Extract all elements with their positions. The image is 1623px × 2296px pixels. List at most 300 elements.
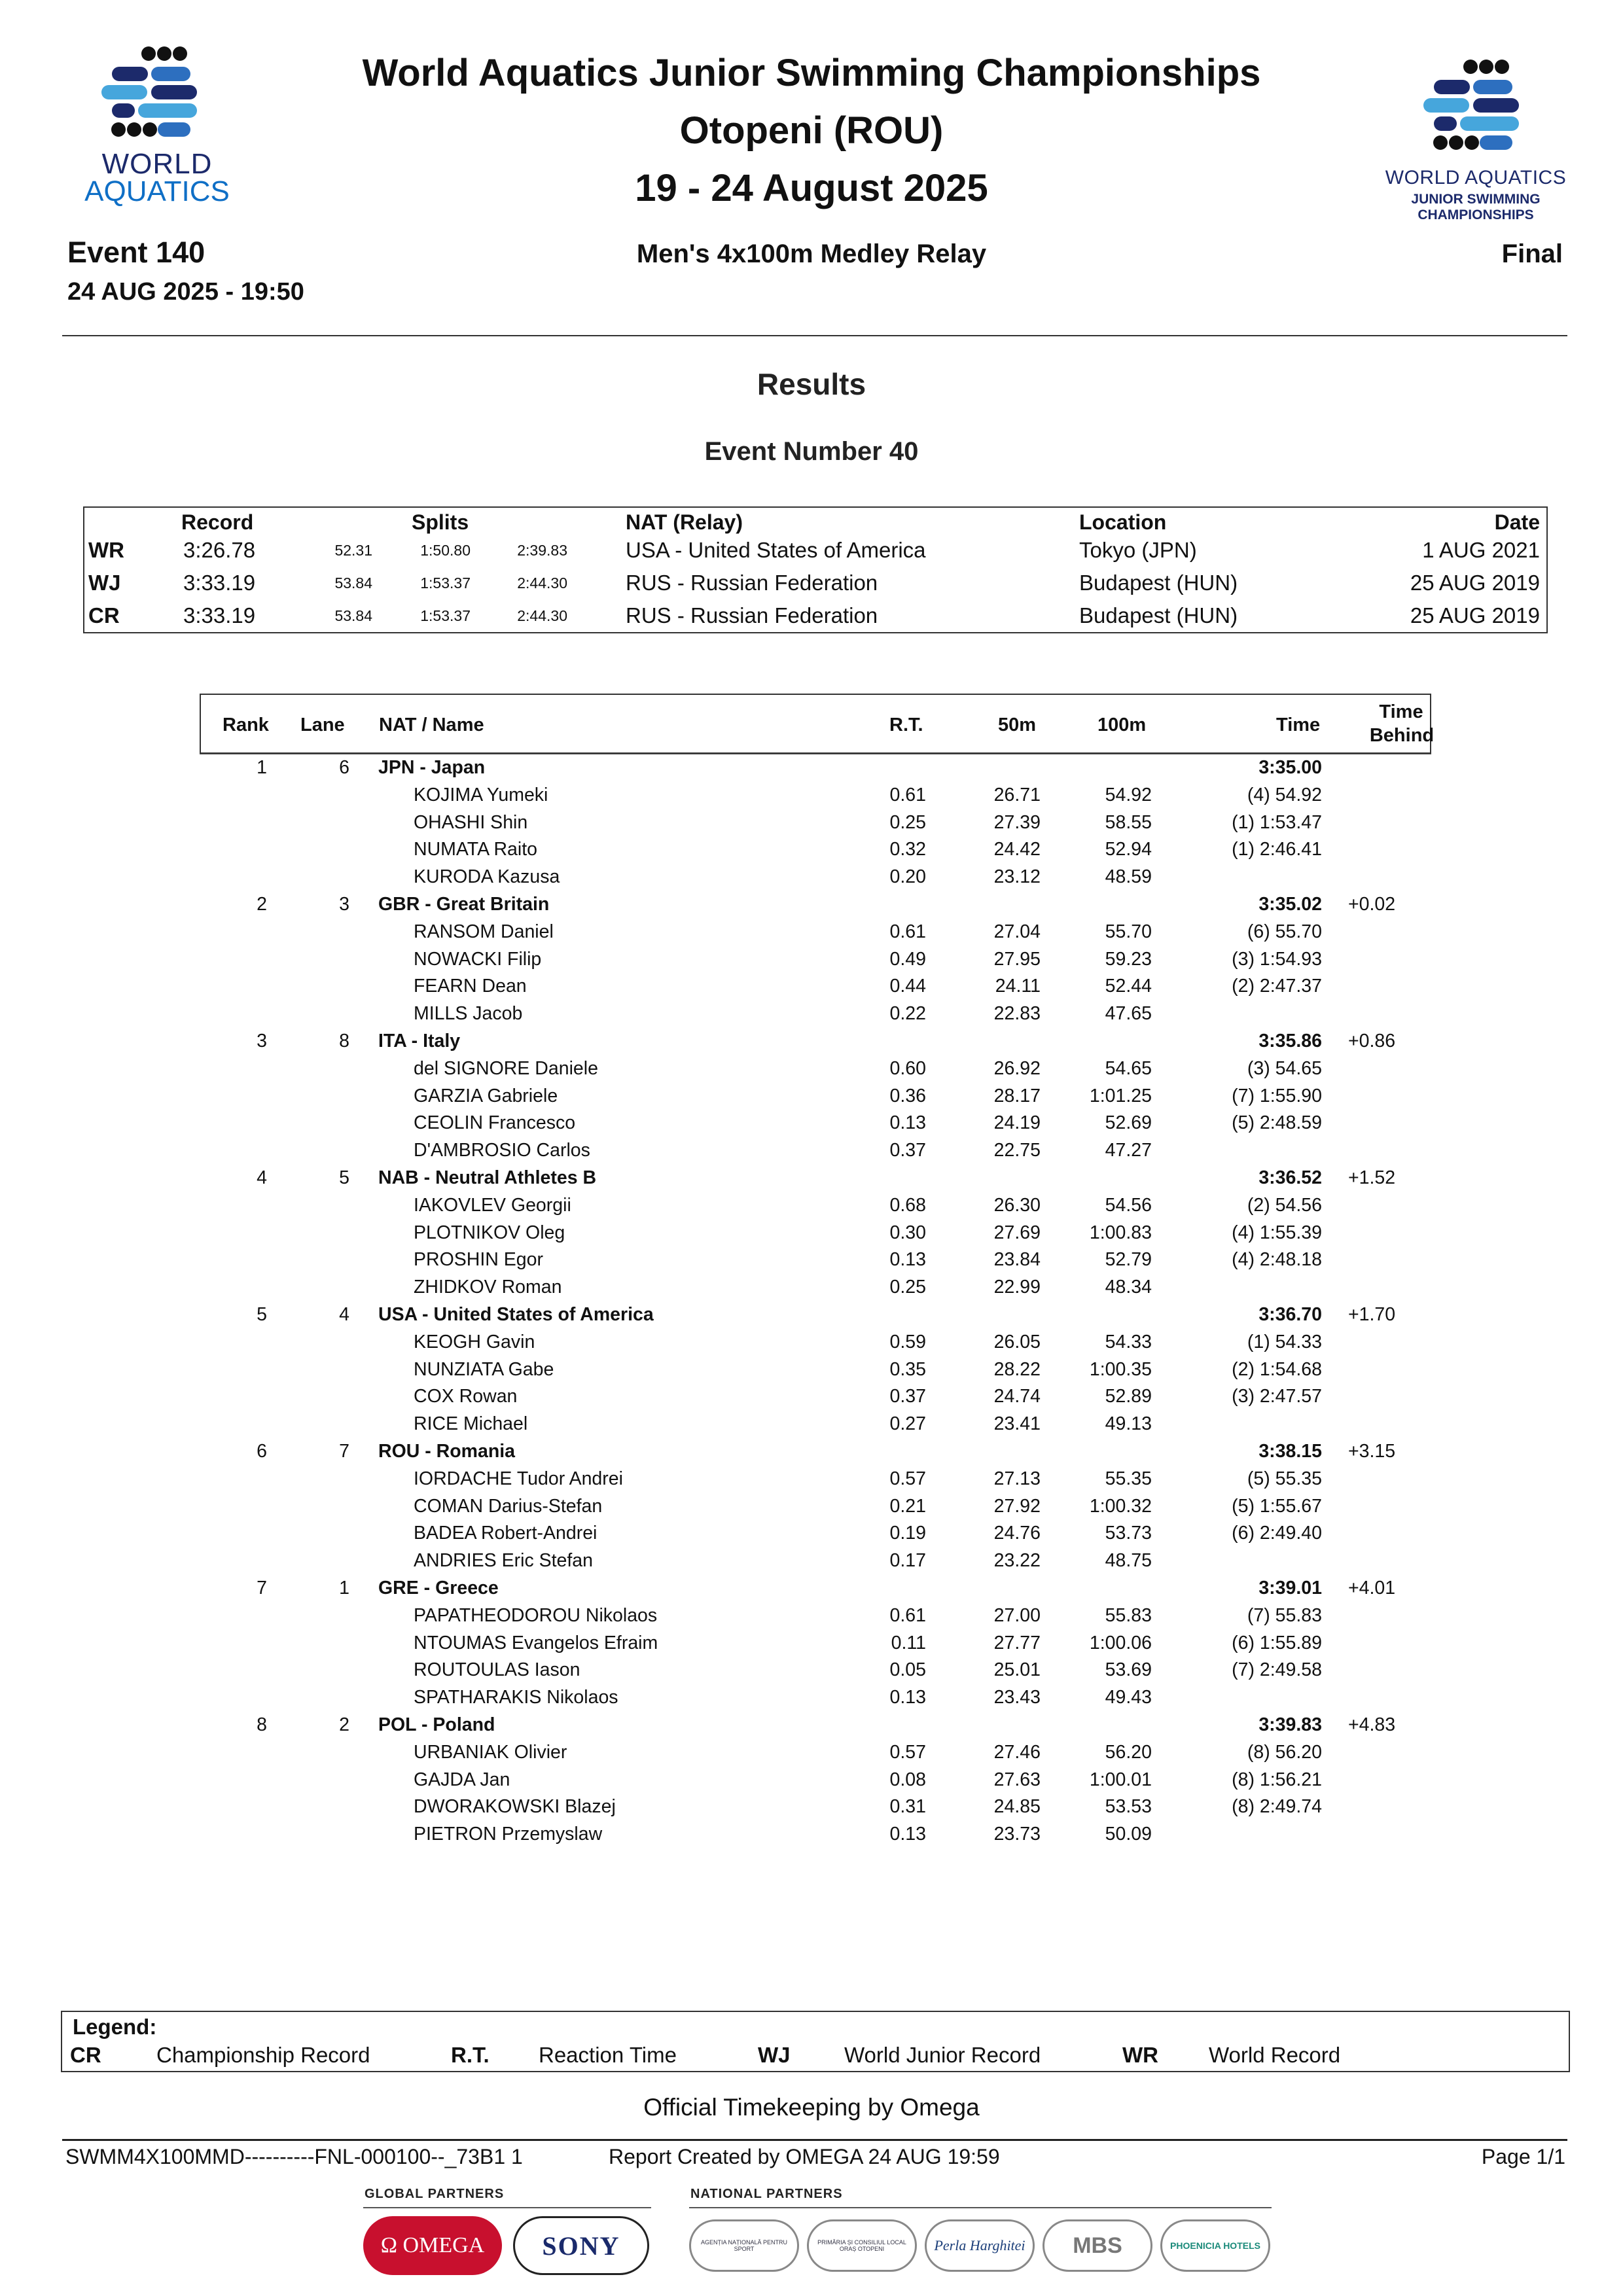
swimmer-50m-split: 24.11 — [995, 976, 1041, 997]
swimmer-name: D'AMBROSIO Carlos — [414, 1140, 590, 1161]
swimmer-reaction-time: 0.37 — [889, 1140, 926, 1161]
swimmer-reaction-time: 0.05 — [889, 1659, 926, 1681]
team-row — [0, 894, 1623, 921]
swimmer-reaction-time: 0.27 — [889, 1413, 926, 1435]
team-lane: 3 — [339, 894, 349, 915]
record-row-wr — [84, 538, 1546, 571]
swimmer-50m-split: 24.85 — [993, 1796, 1041, 1818]
record-nat: USA - United States of America — [626, 538, 926, 562]
swimmer-reaction-time: 0.31 — [889, 1796, 926, 1818]
record-split: 53.84 — [334, 574, 372, 592]
swimmer-100m-split: 1:01.25 — [1089, 1085, 1152, 1106]
swimmer-cumulative-time: (4) 1:55.39 — [1232, 1222, 1322, 1243]
results-title: Results — [757, 367, 866, 401]
swimmer-name: RICE Michael — [414, 1413, 528, 1435]
swimmer-name: BADEA Robert-Andrei — [414, 1523, 597, 1544]
swimmer-cumulative-time: (7) 2:49.58 — [1232, 1659, 1322, 1681]
swimmer-reaction-time: 0.25 — [889, 811, 926, 833]
swimmer-50m-split: 27.46 — [993, 1741, 1041, 1763]
legend-label: Championship Record — [156, 2043, 370, 2067]
team-time: 3:39.01 — [1258, 1578, 1322, 1598]
swimmer-100m-split: 55.70 — [1105, 921, 1152, 942]
record-code: WJ — [88, 571, 121, 595]
swimmer-reaction-time: 0.08 — [889, 1769, 926, 1790]
team-lane: 5 — [339, 1167, 349, 1188]
swimmer-50m-split: 23.43 — [993, 1687, 1041, 1708]
team-lane: 6 — [339, 757, 349, 778]
team-rank: 8 — [257, 1714, 267, 1735]
team-time-behind: +1.52 — [1348, 1167, 1396, 1188]
record-split: 1:50.80 — [420, 542, 471, 559]
swimmer-50m-split: 26.05 — [993, 1331, 1041, 1352]
document-code: SWMM4X100MMD----------FNL-000100--_73B1 1 — [65, 2145, 523, 2168]
team-rank: 3 — [257, 1031, 267, 1051]
swimmer-row — [0, 1058, 1623, 1086]
team-name: JPN - Japan — [378, 757, 486, 778]
record-date: 25 AUG 2019 — [1410, 603, 1540, 627]
swimmer-cumulative-time: (3) 1:54.93 — [1232, 948, 1322, 970]
team-name: ITA - Italy — [378, 1031, 461, 1051]
logo-wordmark: WORLD AQUATICS — [1385, 167, 1567, 188]
swimmer-50m-split: 23.41 — [993, 1413, 1041, 1435]
swimmer-reaction-time: 0.61 — [889, 1604, 926, 1626]
team-time-behind: +3.15 — [1348, 1441, 1396, 1462]
records-header-splits: Splits — [412, 510, 469, 534]
header-divider — [62, 335, 1567, 336]
team-row — [0, 1031, 1623, 1058]
records-header-date: Date — [1494, 510, 1540, 534]
swimmer-row — [0, 1140, 1623, 1167]
swimmer-50m-split: 27.92 — [993, 1495, 1041, 1517]
swimmer-cumulative-time: (6) 55.70 — [1247, 921, 1322, 942]
swimmer-100m-split: 55.35 — [1105, 1468, 1152, 1489]
swimmer-row — [0, 1523, 1623, 1550]
team-lane: 4 — [339, 1304, 349, 1325]
junior-championships-logo — [1361, 59, 1590, 229]
team-time-behind: +1.70 — [1348, 1304, 1396, 1325]
team-time: 3:36.70 — [1258, 1304, 1322, 1325]
swimmer-name: NUMATA Raito — [414, 839, 537, 860]
col-name: NAT / Name — [379, 715, 484, 735]
swimmer-reaction-time: 0.20 — [889, 866, 926, 888]
team-row — [0, 1714, 1623, 1742]
swimmer-row — [0, 949, 1623, 976]
swimmer-reaction-time: 0.17 — [889, 1550, 926, 1572]
swimmer-50m-split: 24.19 — [993, 1112, 1041, 1134]
team-rank: 5 — [257, 1304, 267, 1325]
swimmer-100m-split: 56.20 — [1105, 1741, 1152, 1763]
swimmer-name: IORDACHE Tudor Andrei — [414, 1468, 623, 1489]
col-rank: Rank — [223, 715, 269, 735]
swimmer-cumulative-time: (7) 55.83 — [1247, 1604, 1322, 1626]
swimmer-reaction-time: 0.13 — [889, 1824, 926, 1845]
team-lane: 7 — [339, 1441, 349, 1462]
swimmer-row — [0, 976, 1623, 1003]
swimmer-100m-split: 48.75 — [1105, 1550, 1152, 1572]
national-sport-agency-logo — [689, 2219, 799, 2272]
swimmer-name: NOWACKI Filip — [414, 948, 542, 970]
swimmer-row — [0, 1277, 1623, 1304]
swimmer-100m-split: 54.56 — [1105, 1194, 1152, 1216]
col-100m: 100m — [1097, 715, 1147, 735]
swimmer-cumulative-time: (8) 2:49.74 — [1232, 1796, 1322, 1818]
record-nat: RUS - Russian Federation — [626, 603, 878, 627]
swimmer-reaction-time: 0.22 — [889, 1003, 926, 1025]
swimmer-name: GARZIA Gabriele — [414, 1085, 558, 1106]
team-row — [0, 1578, 1623, 1605]
swimmer-100m-split: 52.79 — [1105, 1249, 1152, 1271]
swimmer-cumulative-time: (5) 2:48.59 — [1232, 1112, 1322, 1134]
swimmer-100m-split: 49.13 — [1105, 1413, 1152, 1435]
swimmer-name: KURODA Kazusa — [414, 866, 560, 888]
swimmer-100m-split: 1:00.01 — [1089, 1769, 1152, 1790]
otopeni-council-logo — [807, 2219, 917, 2272]
swimmer-name: COX Rowan — [414, 1386, 518, 1407]
swimmer-cumulative-time: (8) 56.20 — [1247, 1741, 1322, 1763]
omega-logo — [363, 2216, 502, 2275]
swimmer-50m-split: 28.17 — [993, 1085, 1041, 1106]
swimmer-reaction-time: 0.21 — [889, 1495, 926, 1517]
swimmer-50m-split: 26.30 — [993, 1194, 1041, 1216]
swimmer-row — [0, 1659, 1623, 1687]
record-split: 2:39.83 — [517, 542, 567, 559]
swimmer-100m-split: 59.23 — [1105, 948, 1152, 970]
report-created: Report Created by OMEGA 24 AUG 19:59 — [609, 2145, 1000, 2168]
record-nat: RUS - Russian Federation — [626, 571, 878, 595]
swimmer-row — [0, 1413, 1623, 1441]
swimmer-reaction-time: 0.49 — [889, 948, 926, 970]
swimmer-row — [0, 1824, 1623, 1851]
global-partners-label: GLOBAL PARTNERS — [365, 2187, 505, 2201]
team-lane: 1 — [339, 1578, 349, 1598]
swimmer-row — [0, 1359, 1623, 1386]
swimmer-reaction-time: 0.19 — [889, 1523, 926, 1544]
team-rank: 7 — [257, 1578, 267, 1598]
swimmer-name: DWORAKOWSKI Blazej — [414, 1796, 616, 1818]
swimmer-50m-split: 24.76 — [993, 1523, 1041, 1544]
swimmer-cumulative-time: (2) 2:47.37 — [1232, 976, 1322, 997]
swimmer-row — [0, 1222, 1623, 1250]
swimmer-name: ANDRIES Eric Stefan — [414, 1550, 594, 1572]
record-date: 1 AUG 2021 — [1422, 538, 1540, 562]
swimmer-row — [0, 1386, 1623, 1413]
event-datetime: 24 AUG 2025 - 19:50 — [67, 278, 304, 306]
swimmer-reaction-time: 0.13 — [889, 1687, 926, 1708]
team-row — [0, 1441, 1623, 1468]
swimmer-50m-split: 27.69 — [993, 1222, 1041, 1243]
col-time-behind-2: Behind — [1369, 725, 1435, 746]
swimmer-cumulative-time: (4) 2:48.18 — [1232, 1249, 1322, 1271]
record-split: 1:53.37 — [420, 607, 471, 624]
swimmer-100m-split: 47.65 — [1105, 1003, 1152, 1025]
swimmer-name: NTOUMAS Evangelos Efraim — [414, 1632, 658, 1653]
swimmer-row — [0, 1003, 1623, 1031]
swimmer-row — [0, 839, 1623, 866]
records-header-record: Record — [181, 510, 254, 534]
swimmer-100m-split: 50.09 — [1105, 1824, 1152, 1845]
championship-venue: Otopeni (ROU) — [679, 109, 944, 152]
swimmer-cumulative-time: (6) 1:55.89 — [1232, 1632, 1322, 1653]
phoenicia-hotels-logo — [1160, 2219, 1270, 2272]
record-location: Budapest (HUN) — [1079, 603, 1238, 627]
sony-logo — [513, 2216, 649, 2275]
swimmer-name: SPATHARAKIS Nikolaos — [414, 1687, 618, 1708]
swimmer-cumulative-time: (2) 54.56 — [1247, 1194, 1322, 1216]
swimmer-50m-split: 27.04 — [993, 921, 1041, 942]
team-name: GRE - Greece — [378, 1578, 499, 1598]
swimmer-name: COMAN Darius-Stefan — [414, 1495, 603, 1517]
record-time: 3:33.19 — [183, 571, 256, 595]
logo-subtitle: JUNIOR SWIMMING CHAMPIONSHIPS — [1411, 192, 1541, 222]
record-split: 2:44.30 — [517, 574, 567, 592]
col-time: Time — [1276, 715, 1321, 735]
swimmer-100m-split: 52.94 — [1105, 839, 1152, 860]
swimmer-100m-split: 52.89 — [1105, 1386, 1152, 1407]
team-row — [0, 1167, 1623, 1195]
swimmer-reaction-time: 0.13 — [889, 1249, 926, 1271]
swimmer-reaction-time: 0.37 — [889, 1386, 926, 1407]
global-partners-rule — [363, 2207, 651, 2208]
team-rank: 4 — [257, 1167, 267, 1188]
team-name: POL - Poland — [378, 1714, 495, 1735]
team-lane: 2 — [339, 1714, 349, 1735]
swimmer-reaction-time: 0.60 — [889, 1057, 926, 1079]
swimmer-100m-split: 1:00.35 — [1089, 1358, 1152, 1380]
swimmer-reaction-time: 0.30 — [889, 1222, 926, 1243]
team-row — [0, 757, 1623, 785]
swimmer-100m-split: 54.33 — [1105, 1331, 1152, 1352]
record-row-wj — [84, 571, 1546, 603]
swimmer-name: OHASHI Shin — [414, 811, 528, 833]
swimmer-50m-split: 24.74 — [993, 1386, 1041, 1407]
records-header-location: Location — [1079, 510, 1167, 534]
partner-label: MBS — [1073, 2233, 1122, 2258]
swimmer-row — [0, 866, 1623, 894]
swimmer-reaction-time: 0.35 — [889, 1358, 926, 1380]
swimmer-50m-split: 27.63 — [993, 1769, 1041, 1790]
swimmer-name: CEOLIN Francesco — [414, 1112, 576, 1134]
swimmer-name: PIETRON Przemyslaw — [414, 1824, 603, 1845]
swimmer-50m-split: 23.73 — [993, 1824, 1041, 1845]
legend-code: R.T. — [451, 2043, 490, 2067]
legend-label: World Junior Record — [844, 2043, 1041, 2067]
swimmer-50m-split: 22.83 — [993, 1003, 1041, 1025]
swimmer-reaction-time: 0.36 — [889, 1085, 926, 1106]
team-name: GBR - Great Britain — [378, 894, 550, 915]
swimmer-50m-split: 27.00 — [993, 1604, 1041, 1626]
swimmer-row — [0, 1468, 1623, 1496]
record-split: 53.84 — [334, 607, 372, 624]
team-rank: 1 — [257, 757, 267, 778]
swimmer-row — [0, 1112, 1623, 1140]
swimmer-name: PAPATHEODOROU Nikolaos — [414, 1604, 658, 1626]
swimmer-row — [0, 1687, 1623, 1714]
swimmer-cumulative-time: (2) 1:54.68 — [1232, 1358, 1322, 1380]
swimmer-name: PROSHIN Egor — [414, 1249, 543, 1271]
event-number-label: Event 140 — [67, 236, 205, 269]
team-name: USA - United States of America — [378, 1304, 654, 1325]
col-time-behind-1: Time — [1379, 701, 1423, 722]
swimmer-100m-split: 52.69 — [1105, 1112, 1152, 1134]
swimmer-50m-split: 28.22 — [993, 1358, 1041, 1380]
swimmer-50m-split: 25.01 — [993, 1659, 1041, 1681]
swimmer-50m-split: 23.22 — [993, 1550, 1041, 1572]
team-rank: 6 — [257, 1441, 267, 1462]
team-time: 3:35.00 — [1258, 757, 1322, 778]
team-time-behind: +0.86 — [1348, 1031, 1396, 1051]
swimmer-cumulative-time: (7) 1:55.90 — [1232, 1085, 1322, 1106]
team-lane: 8 — [339, 1031, 349, 1051]
records-header-nat: NAT (Relay) — [626, 510, 743, 534]
team-time: 3:38.15 — [1258, 1441, 1322, 1462]
swimmer-100m-split: 58.55 — [1105, 811, 1152, 833]
record-code: WR — [88, 538, 124, 562]
swimmer-row — [0, 1796, 1623, 1824]
swimmer-100m-split: 53.53 — [1105, 1796, 1152, 1818]
team-time-behind: +0.02 — [1348, 894, 1396, 915]
swimmer-reaction-time: 0.32 — [889, 839, 926, 860]
championship-dates: 19 - 24 August 2025 — [635, 167, 988, 209]
swimmer-100m-split: 49.43 — [1105, 1687, 1152, 1708]
swimmer-cumulative-time: (5) 55.35 — [1247, 1468, 1322, 1489]
swimmer-row — [0, 785, 1623, 812]
swimmer-cumulative-time: (1) 1:53.47 — [1232, 811, 1322, 833]
results-table-body — [0, 757, 1623, 1856]
legend-box — [61, 2011, 1570, 2072]
swimmer-cumulative-time: (6) 2:49.40 — [1232, 1523, 1322, 1544]
record-split: 52.31 — [334, 542, 372, 559]
aquatics-wave-icon — [1423, 59, 1535, 157]
swimmer-50m-split: 26.71 — [993, 784, 1041, 805]
swimmer-cumulative-time: (3) 54.65 — [1247, 1057, 1322, 1079]
swimmer-50m-split: 22.75 — [993, 1140, 1041, 1161]
swimmer-row — [0, 1332, 1623, 1359]
record-location: Budapest (HUN) — [1079, 571, 1238, 595]
swimmer-cumulative-time: (1) 2:46.41 — [1232, 839, 1322, 860]
swimmer-cumulative-time: (3) 2:47.57 — [1232, 1386, 1322, 1407]
swimmer-row — [0, 921, 1623, 949]
swimmer-reaction-time: 0.68 — [889, 1194, 926, 1216]
swimmer-100m-split: 48.59 — [1105, 866, 1152, 888]
swimmer-row — [0, 812, 1623, 839]
swimmer-row — [0, 1742, 1623, 1769]
footer-divider — [62, 2139, 1567, 2141]
results-table-header — [200, 694, 1435, 754]
swimmer-50m-split: 22.99 — [993, 1277, 1041, 1298]
swimmer-reaction-time: 0.44 — [889, 976, 926, 997]
swimmer-row — [0, 1605, 1623, 1633]
swimmer-reaction-time: 0.61 — [889, 921, 926, 942]
national-partners-label: NATIONAL PARTNERS — [690, 2187, 843, 2201]
record-code: CR — [88, 603, 120, 627]
legend-code: WJ — [758, 2043, 791, 2067]
swimmer-100m-split: 1:00.06 — [1089, 1632, 1152, 1653]
sony-wordmark: SONY — [542, 2231, 620, 2261]
swimmer-100m-split: 53.69 — [1105, 1659, 1152, 1681]
swimmer-row — [0, 1769, 1623, 1797]
partner-label: PRIMĂRIA ȘI CONSILIUL LOCAL ORAȘ OTOPENI — [817, 2239, 906, 2252]
swimmer-reaction-time: 0.13 — [889, 1112, 926, 1134]
partner-label: AGENȚIA NAȚIONALĂ PENTRU SPORT — [700, 2239, 788, 2252]
swimmer-100m-split: 47.27 — [1105, 1140, 1152, 1161]
col-50m: 50m — [998, 715, 1037, 735]
team-time-behind: +4.83 — [1348, 1714, 1396, 1735]
event-phase: Final — [1501, 239, 1563, 268]
swimmer-reaction-time: 0.61 — [889, 784, 926, 805]
record-location: Tokyo (JPN) — [1079, 538, 1197, 562]
partner-label: PHOENICIA HOTELS — [1170, 2240, 1260, 2251]
swimmer-100m-split: 1:00.83 — [1089, 1222, 1152, 1243]
swimmer-50m-split: 23.12 — [993, 866, 1041, 888]
swimmer-name: ZHIDKOV Roman — [414, 1277, 562, 1298]
record-split: 2:44.30 — [517, 607, 567, 624]
omega-wordmark: Ω OMEGA — [380, 2233, 485, 2257]
team-time: 3:39.83 — [1258, 1714, 1322, 1735]
swimmer-cumulative-time: (4) 54.92 — [1247, 784, 1322, 805]
swimmer-name: KOJIMA Yumeki — [414, 784, 548, 805]
partner-label: Perla Harghitei — [934, 2237, 1026, 2253]
team-time: 3:35.02 — [1258, 894, 1322, 915]
legend-code: CR — [70, 2043, 101, 2067]
swimmer-100m-split: 53.73 — [1105, 1523, 1152, 1544]
swimmer-name: URBANIAK Olivier — [414, 1741, 567, 1763]
team-time-behind: +4.01 — [1348, 1578, 1396, 1598]
swimmer-name: PLOTNIKOV Oleg — [414, 1222, 565, 1243]
championship-title: World Aquatics Junior Swimming Championships — [362, 52, 1261, 94]
swimmer-row — [0, 1086, 1623, 1113]
swimmer-row — [0, 1633, 1623, 1660]
swimmer-reaction-time: 0.57 — [889, 1741, 926, 1763]
perla-harghitei-logo — [925, 2219, 1035, 2272]
swimmer-50m-split: 27.77 — [993, 1632, 1041, 1653]
record-time: 3:33.19 — [183, 603, 256, 627]
event-name: Men's 4x100m Medley Relay — [636, 239, 987, 268]
swimmer-name: NUNZIATA Gabe — [414, 1358, 554, 1380]
swimmer-reaction-time: 0.25 — [889, 1277, 926, 1298]
swimmer-50m-split: 27.95 — [993, 948, 1041, 970]
team-time: 3:35.86 — [1258, 1031, 1322, 1051]
team-rank: 2 — [257, 894, 267, 915]
legend-label: Reaction Time — [539, 2043, 677, 2067]
team-name: NAB - Neutral Athletes B — [378, 1167, 597, 1188]
records-table — [83, 506, 1548, 633]
swimmer-100m-split: 54.92 — [1105, 784, 1152, 805]
swimmer-name: RANSOM Daniel — [414, 921, 554, 942]
swimmer-reaction-time: 0.57 — [889, 1468, 926, 1489]
swimmer-50m-split: 24.42 — [993, 839, 1041, 860]
swimmer-50m-split: 23.84 — [993, 1249, 1041, 1271]
swimmer-name: ROUTOULAS Iason — [414, 1659, 580, 1681]
national-partners-rule — [689, 2207, 1272, 2208]
official-timekeeping: Official Timekeeping by Omega — [643, 2094, 980, 2121]
swimmer-name: FEARN Dean — [414, 976, 527, 997]
swimmer-name: KEOGH Gavin — [414, 1331, 535, 1352]
swimmer-100m-split: 48.34 — [1105, 1277, 1152, 1298]
legend-code: WR — [1122, 2043, 1158, 2067]
swimmer-name: GAJDA Jan — [414, 1769, 510, 1790]
swimmer-50m-split: 27.13 — [993, 1468, 1041, 1489]
record-split: 1:53.37 — [420, 574, 471, 592]
swimmer-name: MILLS Jacob — [414, 1003, 523, 1025]
mbs-logo — [1043, 2219, 1152, 2272]
event-number-subtitle: Event Number 40 — [704, 437, 919, 466]
swimmer-name: IAKOVLEV Georgii — [414, 1194, 571, 1216]
swimmer-cumulative-time: (1) 54.33 — [1247, 1331, 1322, 1352]
team-time: 3:36.52 — [1258, 1167, 1322, 1188]
record-row-cr — [84, 603, 1546, 636]
swimmer-cumulative-time: (8) 1:56.21 — [1232, 1769, 1322, 1790]
team-row — [0, 1304, 1623, 1332]
